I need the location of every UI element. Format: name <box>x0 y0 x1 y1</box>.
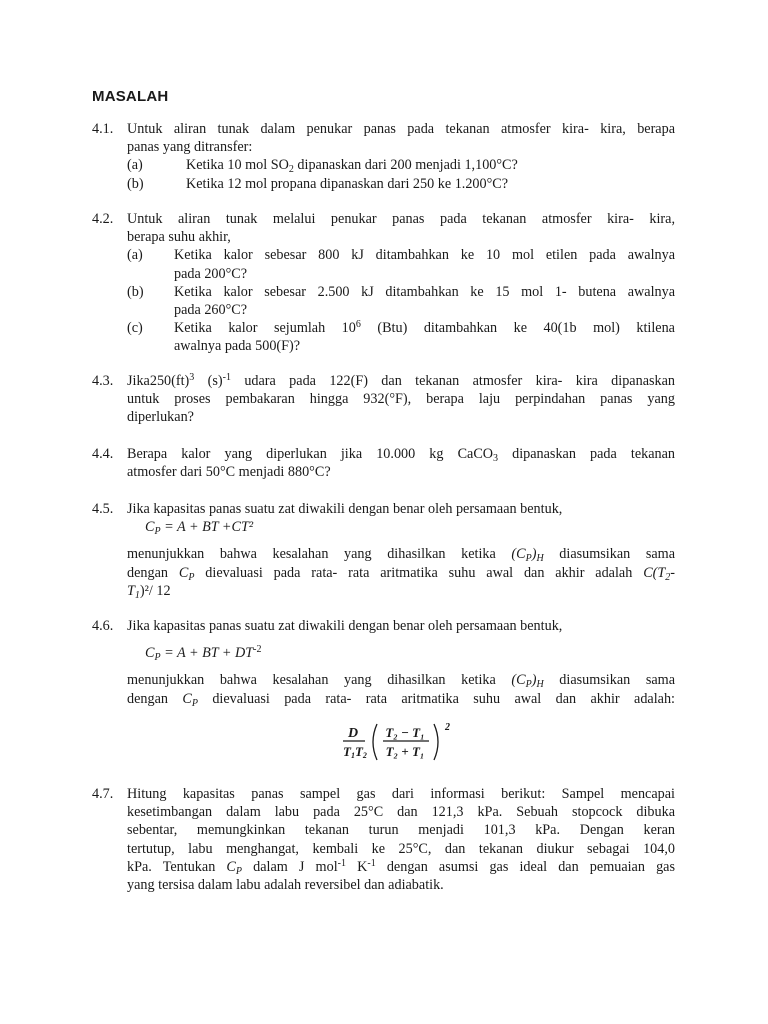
problem-number: 4.3. <box>92 373 114 389</box>
problem-number: 4.4. <box>92 446 114 462</box>
subquestion-text: Ketika 10 mol $SO_2$ dipanaskan dari 200 menjadi 1,100°C? <box>186 157 518 176</box>
subquestion-label: (b) <box>127 175 144 192</box>
formula-inner-numerator: T₂ − T₁ <box>385 724 425 740</box>
problem-text: tertutup, labu menghangat, kembali ke 25°C, dan tekanan diukur sebagai 104,0 <box>127 840 675 857</box>
subquestion-text: Ketika 12 mol propana dipanaskan dari 250 ke 1.200°C? <box>186 175 509 192</box>
problem-text: menunjukkan bahwa kesalahan yang dihasilkan ketika $(C_P)_H$ diasumsikan sama <box>127 672 675 691</box>
subquestion-b <box>127 175 675 193</box>
subquestion-label: (b) <box>127 283 144 300</box>
problem-text: Hitung kapasitas panas sampel gas dari informasi berikut: Sampel mencapai <box>127 786 675 802</box>
problem-4-3 <box>92 372 675 427</box>
problem-text: dengan $C_P$ dievaluasi pada rata- rata aritmatika suhu awal dan akhir adalah $C(T_2-$ <box>127 564 675 583</box>
formula-denominator: T1T2 <box>343 743 367 760</box>
subquestion-b <box>127 283 675 319</box>
problem-4-2 <box>92 210 675 356</box>
subquestion-label: (a) <box>127 247 143 264</box>
problem-text: Untuk aliran tunak dalam penukar panas pada tekanan atmosfer kira- kira, berapa <box>127 121 675 137</box>
problem-text: diperlukan? <box>127 409 194 426</box>
subquestion-text: pada 200°C? <box>174 265 248 282</box>
problem-text: Jika kapasitas panas suatu zat diwakili dengan benar oleh persamaan bentuk, <box>127 618 563 634</box>
problem-4-5 <box>92 500 675 600</box>
subquestion-text: pada 260°C? <box>174 302 248 319</box>
page-title: MASALAH <box>92 88 169 105</box>
problem-4-1 <box>92 120 675 193</box>
problem-number: 4.5. <box>92 501 114 517</box>
problem-text: $T_1)^2/$ 12 <box>127 582 171 601</box>
subquestion-label: (a) <box>127 157 143 174</box>
subquestion-a <box>127 156 675 174</box>
problem-4-4 <box>92 445 675 481</box>
problem-text: untuk proses pembakaran hingga 932(°F), berapa laju perpindahan panas yang <box>127 391 675 408</box>
subquestion-a <box>127 246 675 282</box>
subquestion-label: (c) <box>127 320 143 337</box>
subquestion-text: awalnya pada 500(F)? <box>174 338 301 355</box>
problem-number: 4.2. <box>92 211 114 227</box>
problem-text: yang tersisa dalam labu adalah reversibel dan adiabatik. <box>127 877 444 894</box>
formula-graphic <box>341 720 461 764</box>
problem-text: Berapa kalor yang diperlukan jika 10.000 kg CaCO$_3$ dipanaskan pada tekanan <box>127 446 675 464</box>
problem-number: 4.6. <box>92 618 114 634</box>
problem-4-6 <box>92 617 675 764</box>
problem-text: kPa. Tentukan $C_P$ dalam J mol$^{-1}$ $K^{-1}$ dengan asumsi gas ideal dan pemuaian gas <box>127 857 675 877</box>
problem-text: dengan $C_P$ dievaluasi pada rata- rata aritmatika suhu awal dan akhir adalah: <box>127 690 675 709</box>
problem-text: atmosfer dari 50°C menjadi 880°C? <box>127 464 331 481</box>
problem-text: Untuk aliran tunak melalui penukar panas pada tekanan atmosfer kira- kira, <box>127 211 675 227</box>
formula-inner-denominator: T₂ + T₁ <box>385 743 425 759</box>
equation: $C_P = A$ + BT + $DT^{-2}$ <box>145 644 262 664</box>
subquestion-text: Ketika kalor sebesar 2.500 kJ ditambahkan ke 15 mol 1- butena awalnya <box>174 283 675 300</box>
formula-numerator: D <box>347 725 359 741</box>
problem-text: kesetimbangan dalam labu pada 25°C dan 121,3 kPa. Sebuah stopcock dibuka <box>127 804 675 821</box>
subquestion-c <box>127 319 675 355</box>
equation: $C_P = A$ + BT +CT² <box>145 519 254 538</box>
problem-text: Jika kapasitas panas suatu zat diwakili dengan benar oleh persamaan bentuk, <box>127 501 563 517</box>
problem-text: sebentar, memungkinkan tekanan turun menjadi 101,3 kPa. Dengan keran <box>127 822 675 839</box>
subquestion-text: Ketika kalor sejumlah $10^6$ (Btu) ditambahkan ke 40(1b mol) ktilena <box>174 319 675 337</box>
subquestion-text: Ketika kalor sebesar 800 kJ ditambahkan ke 10 mol etilen pada awalnya <box>174 247 675 264</box>
problem-number: 4.7. <box>92 786 114 802</box>
problem-text: panas yang ditransfer: <box>127 139 253 156</box>
problem-4-7 <box>92 785 675 894</box>
formula-exponent: 2 <box>445 721 450 733</box>
formula <box>127 720 675 764</box>
problem-text: berapa suhu akhir, <box>127 229 231 246</box>
problem-text: menunjukkan bahwa kesalahan yang dihasilkan ketika $(C_P)_H$ diasumsikan sama <box>127 546 675 565</box>
problem-number: 4.1. <box>92 121 114 137</box>
problem-text: Jika250(ft)$^3$ $(s)^{-1}$ udara pada 122(F) dan tekanan atmosfer kira- kira dipanaskan <box>127 372 675 389</box>
